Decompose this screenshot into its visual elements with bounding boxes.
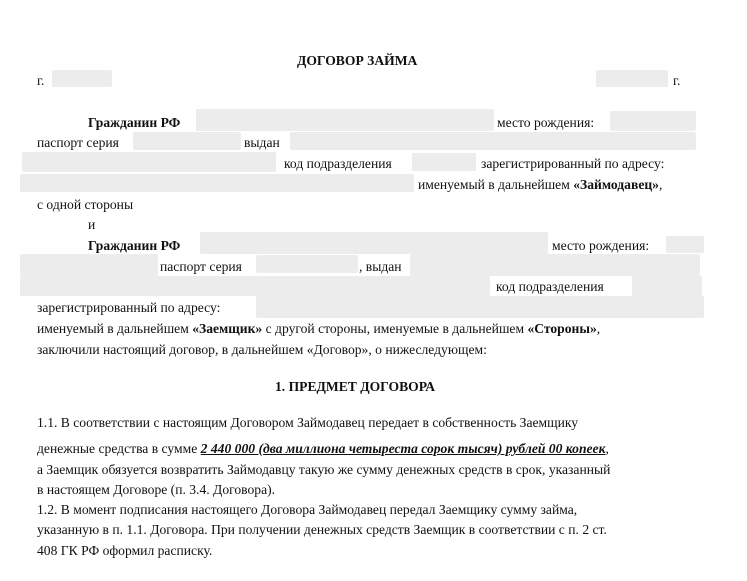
- redacted-borrower-birthplace-cont: [20, 254, 158, 276]
- redacted-borrower-birthplace: [666, 236, 704, 253]
- redacted-borrower-division: [632, 276, 702, 296]
- redacted-lender-passport: [133, 132, 241, 150]
- p2-line1: 1.2. В момент подписания настоящего Договора Займодавец передал Заемщику сумму займа,: [37, 502, 578, 517]
- redacted-borrower-issuer-cont: [20, 276, 490, 296]
- borrower-issued-label: , выдан: [359, 259, 402, 274]
- document-title: ДОГОВОР ЗАЙМА: [297, 53, 418, 68]
- borrower-role: «Заемщик»: [192, 321, 263, 336]
- lender-called: именуемый в дальнейшем «Займодавец»,: [418, 177, 663, 192]
- borrower-called-text: именуемый в дальнейшем: [37, 321, 189, 336]
- redacted-lender-address: [20, 174, 414, 192]
- redacted-lender-name: [196, 109, 494, 131]
- borrower-division-label: код подразделения: [496, 279, 604, 294]
- lender-passport-label: паспорт серия: [37, 135, 119, 150]
- lender-called-text: именуемый в дальнейшем: [418, 177, 570, 192]
- redacted-lender-birthplace: [610, 111, 696, 131]
- borrower-birthplace-label: место рождения:: [552, 238, 650, 253]
- redacted-lender-issuer-cont: [22, 152, 276, 172]
- lender-division-label: код подразделения: [284, 156, 392, 171]
- p1-line3: а Заемщик обязуется возвратить Займодавцу такую же сумму денежных средств в срок, указанный: [37, 462, 611, 477]
- borrower-passport-label: паспорт серия: [160, 259, 242, 274]
- borrower-registered-label: зарегистрированный по адресу:: [37, 300, 221, 315]
- lender-role: «Займодавец»: [573, 177, 659, 192]
- p1-line4: в настоящем Договоре (п. 3.4. Договора).: [37, 482, 276, 497]
- lender-side-text: с одной стороны: [37, 197, 134, 212]
- redacted-borrower-name: [200, 232, 548, 254]
- p1-line2-text: денежные средства в сумме: [37, 441, 198, 456]
- redacted-borrower-issuer: [410, 254, 700, 276]
- concluded-text: заключили настоящий договор, в дальнейшем «Договор», о нижеследующем:: [37, 342, 487, 357]
- and-text: и: [88, 217, 96, 232]
- lender-issued-label: выдан: [244, 135, 280, 150]
- lender-birthplace-label: место рождения:: [497, 115, 595, 130]
- lender-registered-label: зарегистрированный по адресу:: [481, 156, 665, 171]
- parties-called-text: с другой стороны, именуемые в дальнейшем: [265, 321, 525, 336]
- redacted-date: [596, 70, 668, 87]
- section1-heading: 1. ПРЕДМЕТ ДОГОВОРА: [275, 379, 436, 394]
- borrower-issued-text: выдан: [365, 259, 402, 274]
- redacted-borrower-address: [256, 296, 704, 318]
- redacted-city: [52, 70, 112, 87]
- redacted-lender-issuer: [290, 132, 696, 150]
- p1-line1: 1.1. В соответствии с настоящим Договором Займодавец передает в собственность Заемщику: [37, 415, 579, 430]
- p2-line3: 408 ГК РФ оформил расписку.: [37, 543, 213, 558]
- city-prefix: г.: [37, 73, 45, 88]
- redacted-borrower-passport: [256, 255, 358, 273]
- loan-amount: 2 440 000 (два миллиона четыреста сорок тысяч) рублей 00 копеек: [200, 441, 606, 456]
- lender-label: Гражданин РФ: [88, 115, 181, 130]
- p2-line2: указанную в п. 1.1. Договора. При получении денежных средств Заемщик в соответствии с п. 2 ст.: [37, 522, 607, 537]
- redacted-lender-division: [412, 153, 476, 171]
- borrower-called: именуемый в дальнейшем «Заемщик» с другой стороны, именуемые в дальнейшем «Стороны»,: [37, 321, 601, 336]
- borrower-label: Гражданин РФ: [88, 238, 181, 253]
- date-suffix: г.: [673, 73, 681, 88]
- p1-line2: денежные средства в сумме 2 440 000 (два миллиона четыреста сорок тысяч) рублей 00 копеек,: [37, 441, 609, 456]
- parties-role: «Стороны»: [527, 321, 597, 336]
